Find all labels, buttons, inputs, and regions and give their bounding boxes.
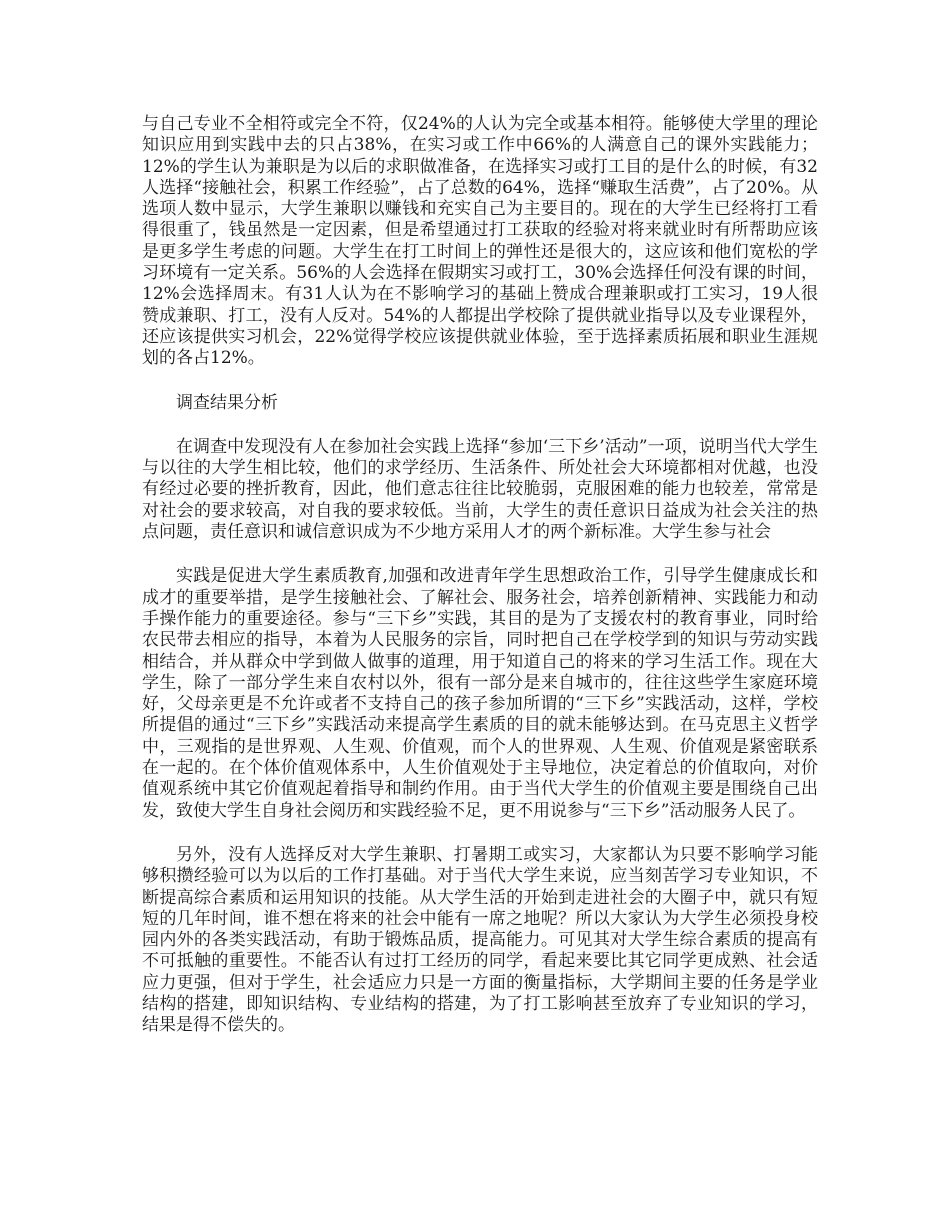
section-heading: 调查结果分析 bbox=[176, 392, 278, 413]
paragraph-analysis-sanxiaxiang: 在调查中发现没有人在参加社会实践上选择“参加‘三下乡’活动”一项，说明当代大学生与以往的大学生相比较，他们的求学经历、生活条件、所处社会大环境都相对优越，也没有经过必要的挫折教育，因此，他们意志往往比较脆弱，克服困难的能力也较差，常常是对社会的要求较高，对自我的要求较低。当前，大学生的责任意识日益成为社会关注的热点问题，责任意识和诚信意识成为不少地方采用人才的两个新标准。大学生参与社会 bbox=[142, 436, 818, 543]
paragraph-social-practice: 实践是促进大学生素质教育,加强和改进青年学生思想政治工作，引导学生健康成长和成才的重要举措，是学生接触社会、了解社会、服务社会，培养创新精神、实践能力和动手操作能力的重要途径。参与“三下乡”实践，其目的是为了支援农村的教育事业，同时给农民带去相应的指导，本着为人民服务的宗旨，同时把自己在学校学到的知识与劳动实践相结合，并从群众中学到做人做事的道理，用于知道自己的将来的学习生活工作。现在大学生，除了一部分学生来自农村以外，很有一部分是来自城市的，往往这些学生家庭环境好，父母亲更是不允许或者不支持自己的孩子参加所谓的“三下乡”实践活动，这样，学校所提倡的通过“三下乡”实践活动来提高学生素质的目的就未能够达到。在马克思主义哲学中，三观指的是世界观、人生观、价值观，而个人的世界观、人生观、价值观是紧密联系在一起的。在个体价值观体系中，人生价值观处于主导地位，决定着总的价值取向，对价值观系统中其它价值观起着指导和制约作用。由于当代大学生的价值观主要是围绕自己出发，致使大学生自身社会阅历和实践经验不足，更不用说参与“三下乡”活动服务人民了。 bbox=[142, 566, 818, 821]
document-page bbox=[142, 114, 818, 1060]
paragraph-part-time-work: 另外，没有人选择反对大学生兼职、打暑期工或实习，大家都认为只要不影响学习能够积攒经验可以为以后的工作打基础。对于当代大学生来说，应当刻苦学习专业知识，不断提高综合素质和运用知识的技能。从大学生活的开始到走进社会的大圈子中，就只有短短的几年时间，谁不想在将来的社会中能有一席之地呢？所以大家认为大学生必须投身校园内外的各类实践活动，有助于锻炼品质，提高能力。可见其对大学生综合素质的提高有不可抵触的重要性。不能否认有过打工经历的同学，看起来要比其它同学更成熟、社会适应力更强，但对于学生，社会适应力只是一方面的衡量指标，大学期间主要的任务是学业结构的搭建，即知识结构、专业结构的搭建，为了打工影响甚至放弃了专业知识的学习，结果是得不偿失的。 bbox=[142, 844, 818, 1036]
paragraph-survey-results: 与自己专业不全相符或完全不符，仅24%的人认为完全或基本相符。能够使大学里的理论知识应用到实践中去的只占38%，在实习或工作中66%的人满意自己的课外实践能力；12%的学生认为兼职是为以后的求职做准备，在选择实习或打工目的是什么的时候，有32人选择“接触社会，积累工作经验”，占了总数的64%，选择“赚取生活费”，占了20%。从选项人数中显示，大学生兼职以赚钱和充实自己为主要目的。现在的大学生已经将打工看得很重了，钱虽然是一定因素，但是希望通过打工获取的经验对将来就业时有所帮助应该是更多学生考虑的问题。大学生在打工时间上的弹性还是很大的，这应该和他们宽松的学习环境有一定关系。56%的人会选择在假期实习或打工，30%会选择任何没有课的时间，12%会选择周末。有31人认为在不影响学习的基础上赞成合理兼职或打工实习，19人很赞成兼职、打工，没有人反对。54%的人都提出学校除了提供就业指导以及专业课程外，还应该提供实习机会，22%觉得学校应该提供就业体验，至于选择素质拓展和职业生涯规划的各占12%。 bbox=[142, 114, 818, 369]
